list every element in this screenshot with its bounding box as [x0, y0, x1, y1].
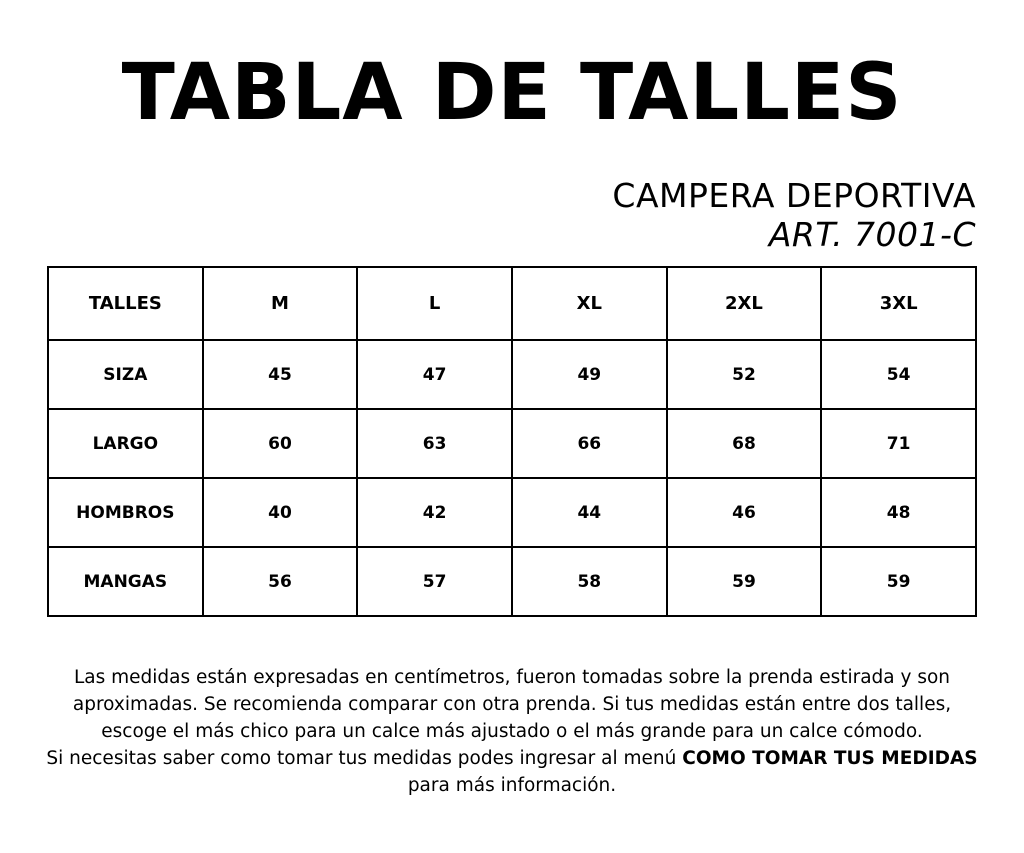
table-cell: 58 — [512, 547, 667, 616]
table-cell: 47 — [357, 340, 512, 409]
row-label-cell: LARGO — [48, 409, 203, 478]
notes-paragraph: Las medidas están expresadas en centímetros, fueron tomadas sobre la prenda estirada y son aproximadas. Se recomienda comparar con otra prenda. Si tus medidas están entre dos talles, escoge el más chico para un calce más ajustado o el más grande para un calce cómodo. — [72, 667, 952, 742]
header-cell-2xl: 2XL — [667, 267, 822, 340]
size-table-header-row — [48, 267, 976, 340]
notes-paragraph-menu — [40, 745, 984, 799]
table-cell: 54 — [821, 340, 976, 409]
table-cell: 68 — [667, 409, 822, 478]
table-cell: 57 — [357, 547, 512, 616]
table-cell: 59 — [667, 547, 822, 616]
notes-suffix: para más información. — [407, 775, 617, 796]
table-row-siza — [48, 340, 976, 409]
header-cell-l: L — [357, 267, 512, 340]
measurement-notes — [40, 664, 984, 799]
row-label-cell: SIZA — [48, 340, 203, 409]
header-cell-xl: XL — [512, 267, 667, 340]
product-name: CAMPERA DEPORTIVA — [612, 176, 976, 215]
menu-reference: COMO TOMAR TUS MEDIDAS — [682, 748, 978, 769]
page-title: TABLA DE TALLES — [121, 48, 903, 138]
header-cell-3xl: 3XL — [821, 267, 976, 340]
row-label-cell: HOMBROS — [48, 478, 203, 547]
table-row-mangas — [48, 547, 976, 616]
header-cell-talles: TALLES — [48, 267, 203, 340]
product-article: ART. 7001-C — [768, 215, 976, 254]
table-cell: 48 — [821, 478, 976, 547]
table-cell: 49 — [512, 340, 667, 409]
table-row-hombros — [48, 478, 976, 547]
table-cell: 42 — [357, 478, 512, 547]
size-table — [47, 266, 977, 617]
row-label-cell: MANGAS — [48, 547, 203, 616]
header-cell-m: M — [203, 267, 358, 340]
table-cell: 44 — [512, 478, 667, 547]
table-cell: 52 — [667, 340, 822, 409]
table-cell: 63 — [357, 409, 512, 478]
table-cell: 60 — [203, 409, 358, 478]
product-info — [612, 176, 976, 254]
table-cell: 56 — [203, 547, 358, 616]
table-cell: 59 — [821, 547, 976, 616]
table-cell: 71 — [821, 409, 976, 478]
notes-prefix: Si necesitas saber como tomar tus medidas podes ingresar al menú — [46, 748, 683, 769]
table-cell: 45 — [203, 340, 358, 409]
table-cell: 66 — [512, 409, 667, 478]
table-cell: 46 — [667, 478, 822, 547]
table-cell: 40 — [203, 478, 358, 547]
table-row-largo — [48, 409, 976, 478]
